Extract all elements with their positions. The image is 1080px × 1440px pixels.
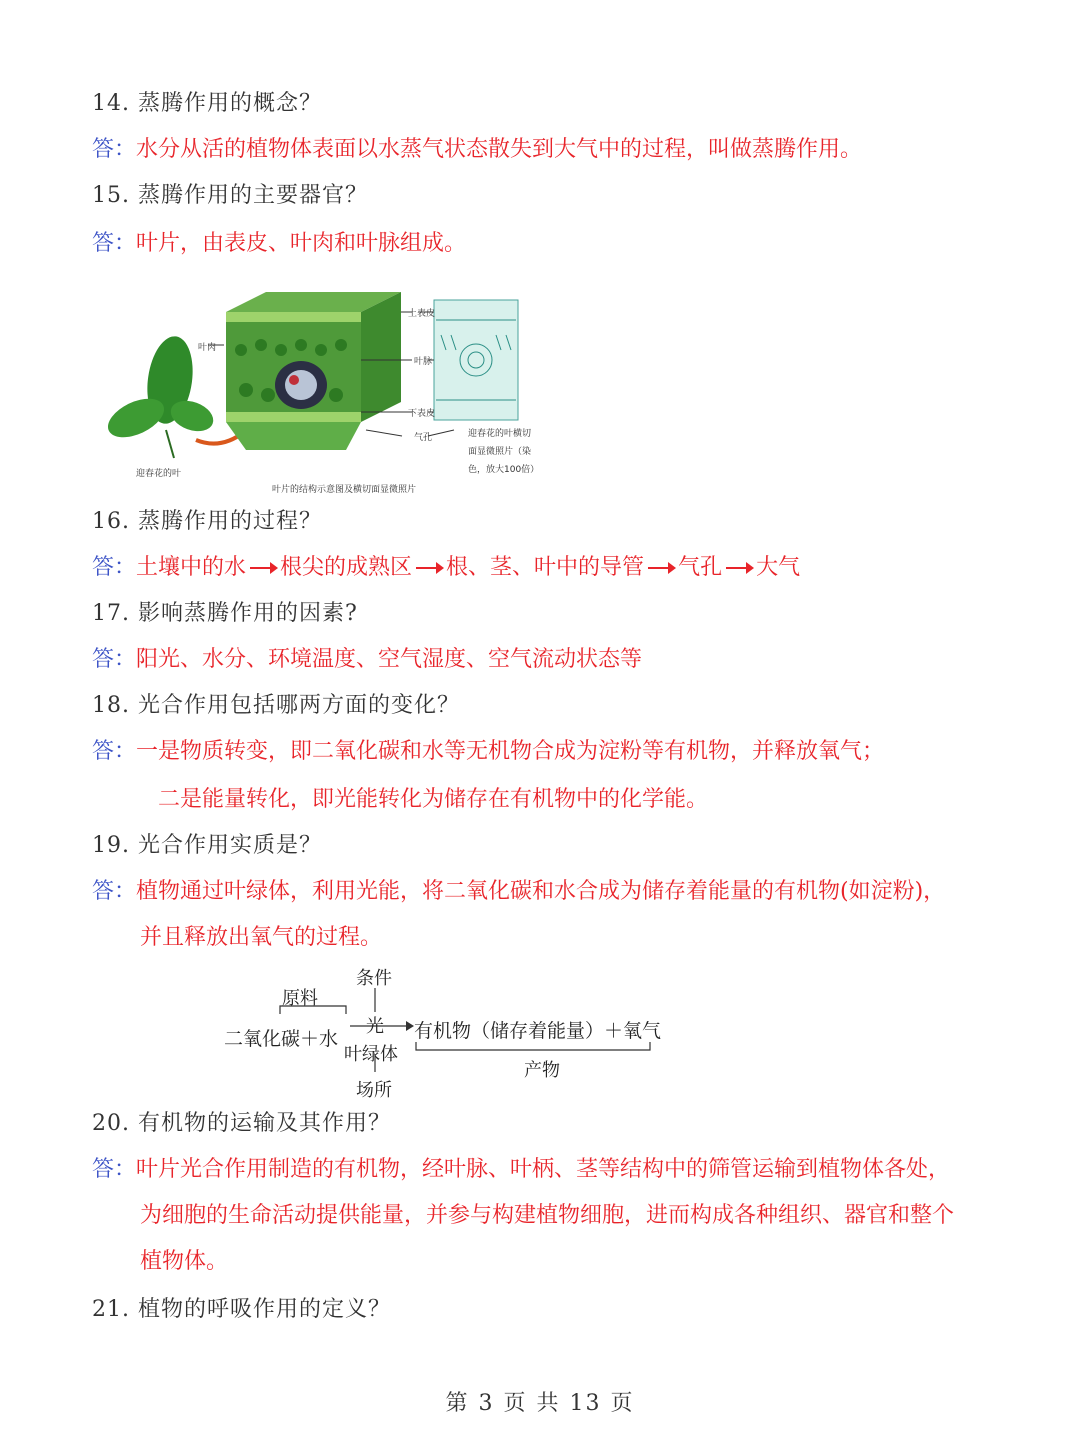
answer-17 — [92, 642, 642, 673]
upper-epidermis-label: 上表皮 — [408, 309, 436, 319]
process-step: 气孔 — [678, 555, 723, 580]
block-caption: 叶片的结构示意图及横切面显微照片 — [272, 485, 417, 495]
arrow-right-icon — [250, 567, 276, 569]
question-17: 17. 影响蒸腾作用的因素? — [92, 601, 358, 626]
photosynthesis-equation — [220, 960, 680, 1100]
answer-prefix: 答： — [92, 231, 137, 256]
products: 有机物（储存着能量）＋氧气 — [414, 1020, 662, 1042]
arrow-right-icon — [648, 567, 674, 569]
answer-19 — [92, 874, 945, 905]
answer-19-line-2: 并且释放出氧气的过程。 — [140, 925, 383, 950]
question-20: 20. 有机物的运输及其作用？ — [92, 1111, 391, 1136]
process-step: 根尖的成熟区 — [280, 555, 413, 580]
answer-text: 一是物质转变，即二氧化碳和水等无机物合成为淀粉等有机物，并释放氧气； — [136, 739, 885, 764]
condition-label: 条件 — [356, 968, 392, 989]
photo-caption-1: 迎春花的叶横切 — [468, 429, 532, 439]
mesophyll-label: 叶肉 — [198, 343, 217, 353]
vein-label: 叶脉 — [414, 357, 433, 367]
question-14: 14. 蒸腾作用的概念？ — [92, 91, 322, 116]
answer-14 — [92, 132, 862, 163]
answer-20-line-3: 植物体。 — [140, 1249, 229, 1274]
process-step: 大气 — [756, 555, 801, 580]
photo-caption-3: 色，放大100倍） — [468, 465, 540, 475]
light-label: 光 — [366, 1016, 384, 1037]
answer-prefix: 答： — [92, 1157, 137, 1182]
question-21: 21. 植物的呼吸作用的定义？ — [92, 1297, 391, 1322]
question-16: 16. 蒸腾作用的过程？ — [92, 509, 322, 534]
place-label: 场所 — [356, 1080, 392, 1101]
answer-text: 叶片光合作用制造的有机物，经叶脉、叶柄、茎等结构中的筛管运输到植物体各处， — [136, 1157, 951, 1182]
answer-18 — [92, 734, 884, 765]
reactants: 二氧化碳＋水 — [224, 1028, 339, 1050]
answer-prefix: 答： — [92, 137, 137, 162]
arrow-right-icon — [726, 567, 752, 569]
answer-prefix: 答： — [92, 647, 137, 672]
leaf-structure-figure — [96, 290, 540, 500]
answer-20-line-2: 为细胞的生命活动提供能量，并参与构建植物细胞，进而构成各种组织、器官和整个 — [140, 1203, 955, 1228]
answer-text: 叶片，由表皮、叶肉和叶脉组成。 — [136, 231, 467, 256]
answer-18-line-2: 二是能量转化，即光能转化为储存在有机物中的化学能。 — [158, 787, 709, 812]
answer-prefix: 答： — [92, 739, 137, 764]
answer-20 — [92, 1152, 950, 1183]
question-19: 19. 光合作用实质是？ — [92, 833, 322, 858]
answer-15 — [92, 226, 466, 257]
process-step: 土壤中的水 — [136, 555, 247, 580]
answer-text: 植物通过叶绿体，利用光能，将二氧化碳和水合成为储存着能量的有机物(如淀粉)， — [136, 879, 946, 904]
page-footer: 第 3 页 共 13 页 — [445, 1391, 635, 1416]
answer-16 — [92, 550, 800, 581]
process-step: 根、茎、叶中的导管 — [446, 555, 645, 580]
question-18: 18. 光合作用包括哪两方面的变化？ — [92, 693, 460, 718]
lower-epidermis-label: 下表皮 — [408, 409, 436, 419]
chloroplast-label: 叶绿体 — [344, 1044, 398, 1065]
question-15: 15. 蒸腾作用的主要器官？ — [92, 183, 368, 208]
product-label: 产物 — [524, 1060, 560, 1081]
answer-prefix: 答： — [92, 555, 137, 580]
answer-text: 水分从活的植物体表面以水蒸气状态散失到大气中的过程，叫做蒸腾作用。 — [136, 137, 863, 162]
leaf-caption: 迎春花的叶 — [136, 469, 182, 479]
stoma-label: 气孔 — [414, 433, 433, 443]
raw-material-label: 原料 — [282, 988, 318, 1009]
arrow-right-icon — [416, 567, 442, 569]
leaf-block-icon — [226, 292, 401, 450]
photo-caption-2: 面显微照片（染 — [468, 447, 532, 457]
answer-prefix: 答： — [92, 879, 137, 904]
answer-text: 阳光、水分、环境温度、空气湿度、空气流动状态等 — [136, 647, 643, 672]
